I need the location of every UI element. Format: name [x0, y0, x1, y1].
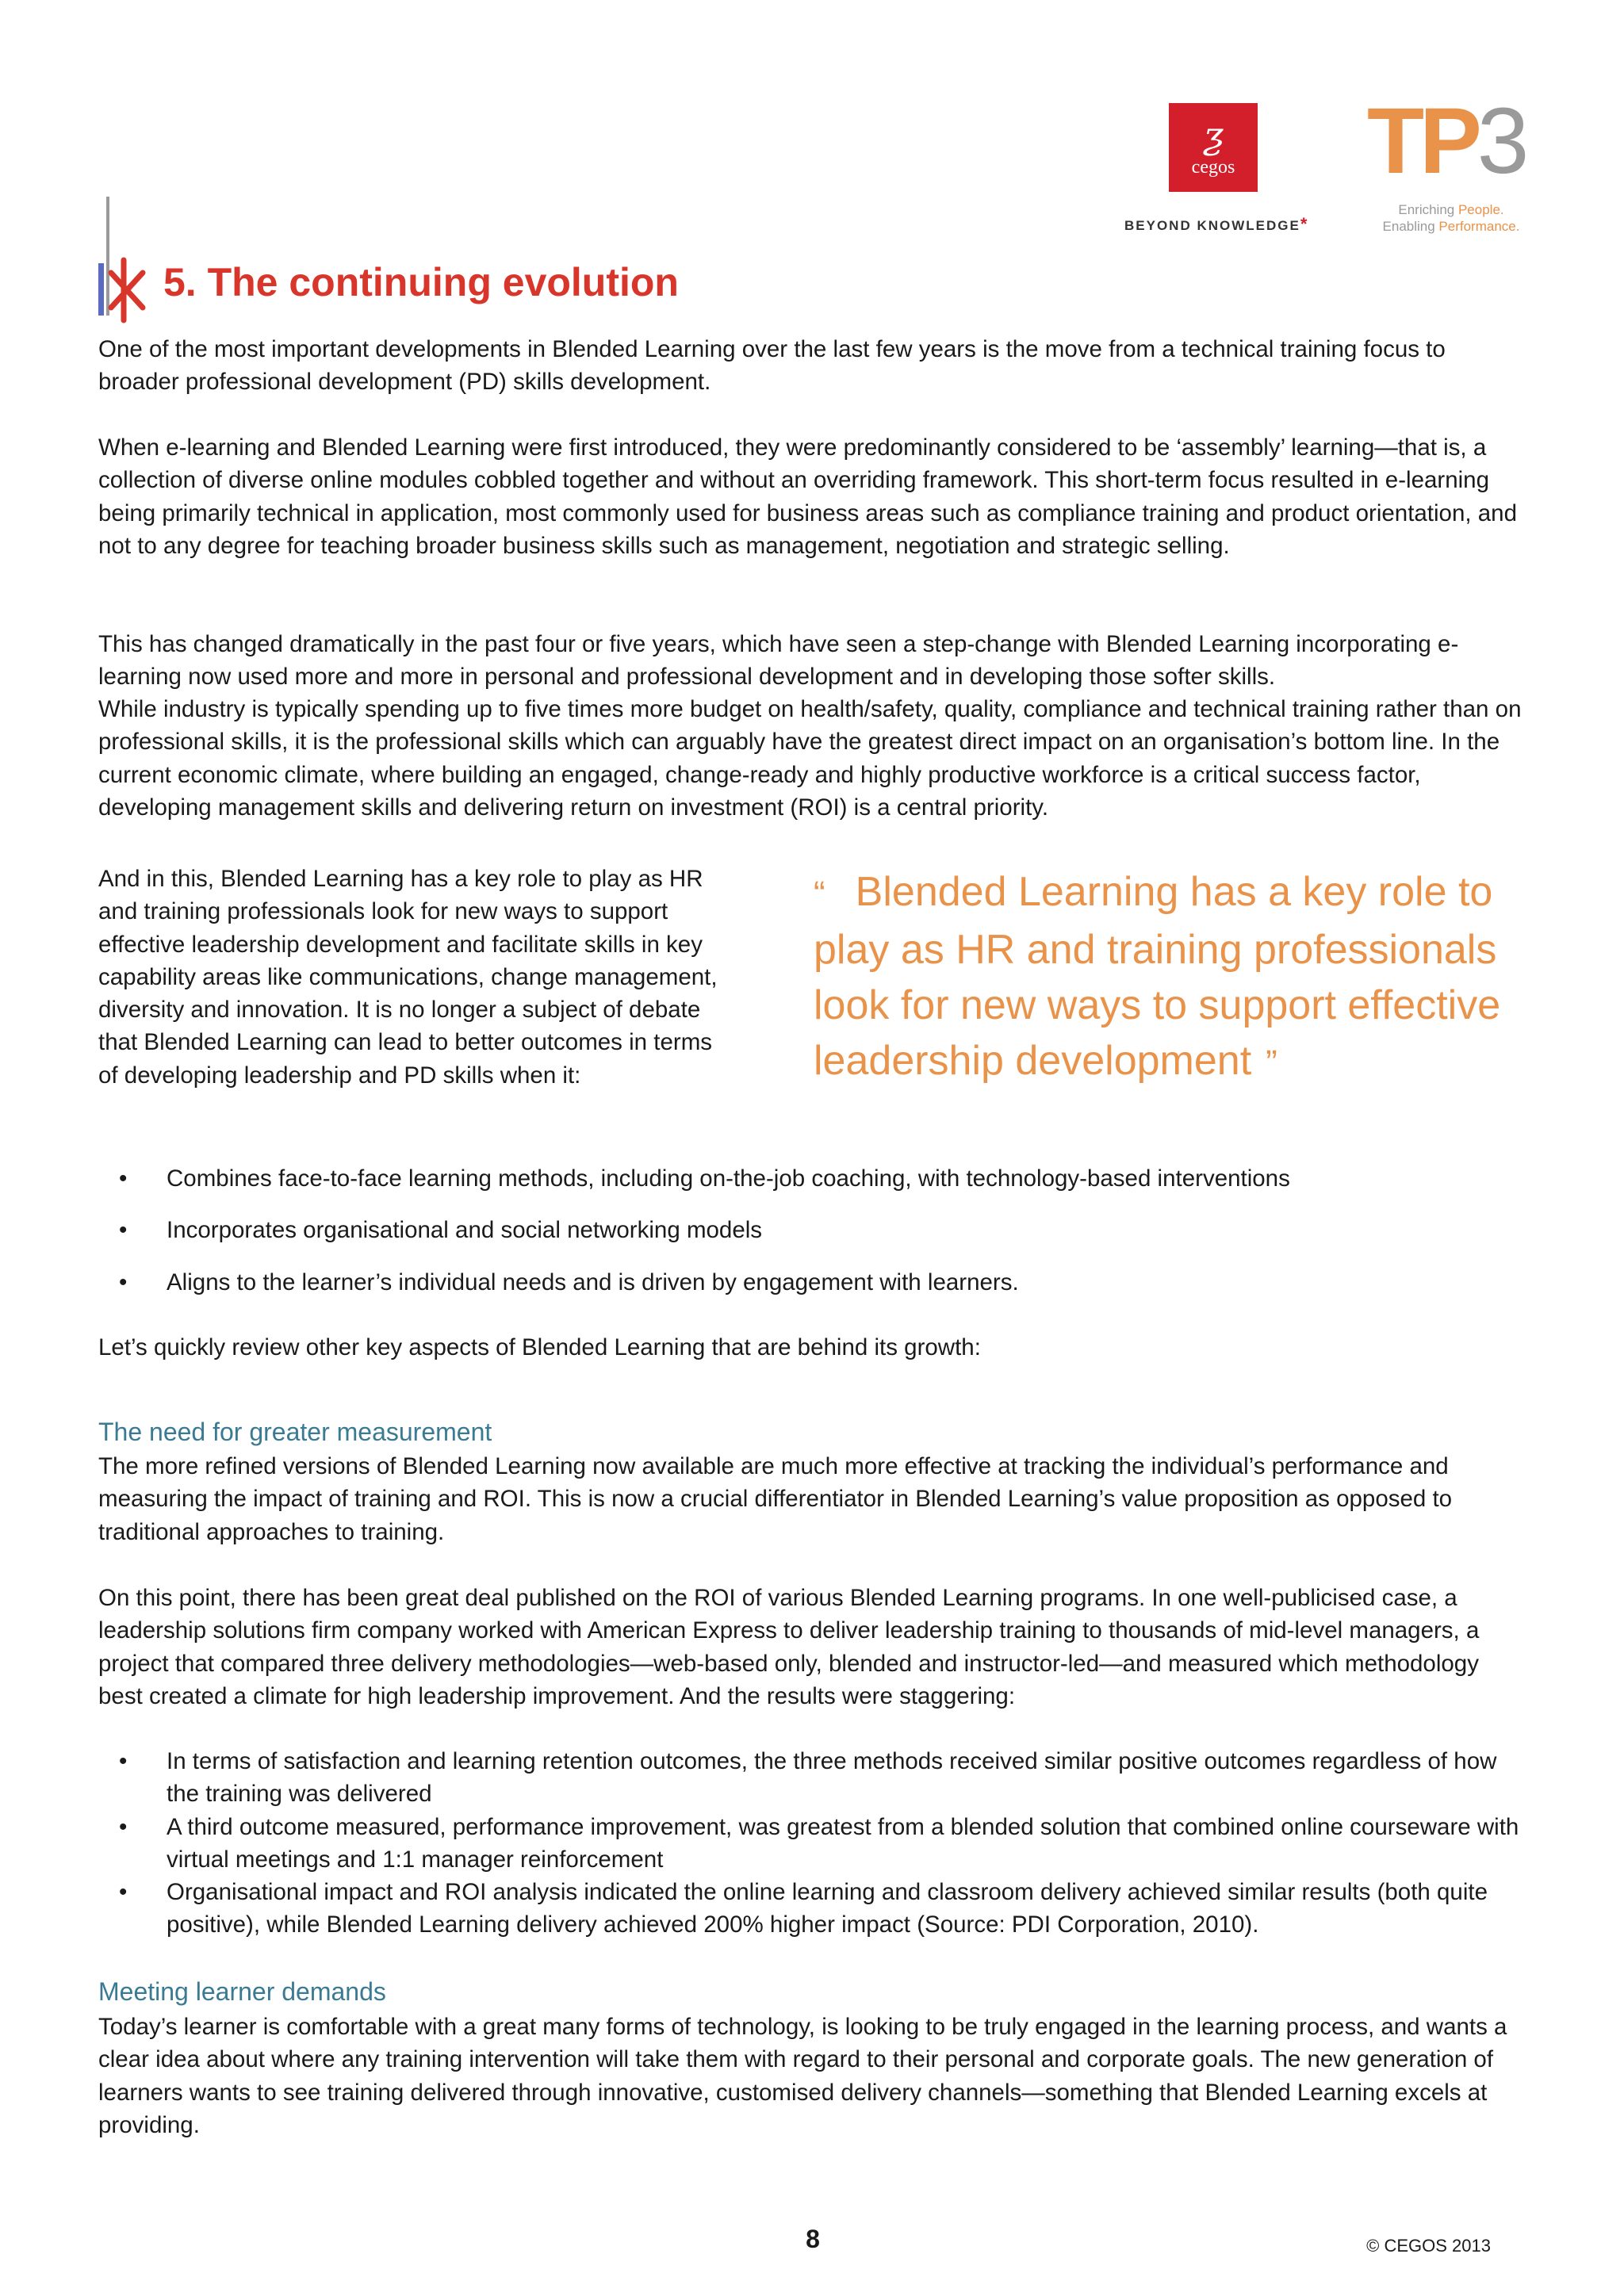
paragraph-demands: Today’s learner is comfortable with a great many forms of technology, is looking to be truly engaged in the learning process, and wants a clear idea about where any training intervention will take them with regard to their personal and corporate goals. The new generation of learners wants to see training delivered through innovative, customised delivery channels—something that Blended Learning excels at providing.: [98, 2014, 1507, 2138]
tp3-logo-letters: TP: [1367, 89, 1477, 193]
tp3-tagline: [1372, 201, 1530, 235]
bullet-list-when: [98, 1162, 1526, 1299]
tp3-tagline-1b: People.: [1457, 202, 1504, 217]
paragraph-changed-2: While industry is typically spending up to five times more budget on health/safety, quality, compliance and technical training rather than on professional skills, it is the professional skills which can arguably have the greatest direct impact on an organisation’s bottom line. In the current economic climate, where building an engaged, change-ready and highly productive workforce is a critical success factor, developing management skills and delivering return on investment (ROI) is a central priority.: [98, 696, 1522, 821]
tp3-tagline-2a: Enabling: [1382, 219, 1439, 234]
pull-quote-text: Blended Learning has a key role to play as HR and training professionals look for new ways to support effective leadership development: [814, 869, 1501, 1084]
list-item: • Incorporates organisational and social networking models: [98, 1214, 1526, 1246]
tp3-logo-number: 3: [1477, 89, 1525, 193]
pull-quote: [814, 864, 1527, 1091]
cegos-tagline: [1124, 214, 1315, 235]
tp3-logo: [1367, 89, 1525, 193]
heading-accent-icon: [97, 197, 152, 323]
tp3-tagline-1a: Enriching: [1398, 202, 1458, 217]
cegos-figure-icon: ƺ: [1203, 113, 1224, 156]
quote-open-mark: “: [814, 874, 825, 913]
list-item: • A third outcome measured, performance improvement, was greatest from a blended solution that combined online courseware with virtual meetings and 1:1 manager reinforcement: [98, 1811, 1526, 1877]
list-item: • Combines face-to-face learning methods, including on-the-job coaching, with technology-based interventions: [98, 1162, 1526, 1195]
cegos-logo: [1169, 103, 1258, 192]
paragraph-measurement-2: On this point, there has been great deal published on the ROI of various Blended Learning programs. In one well-publicised case, a leadership solutions firm company worked with American Express to deliver leadership training to thousands of mid-level managers, a project that compared three delivery methodologies—web-based only, blended and instructor-led—and measured which methodology best created a climate for high leadership improvement. And the results were staggering:: [98, 1585, 1480, 1709]
tp3-tagline-2b: Performance.: [1438, 219, 1520, 234]
paragraph-key-role: And in this, Blended Learning has a key role to play as HR and training professionals look for new ways to support effective leadership development and facilitate skills in key capability areas like communications, change management, diversity and innovation. It is no longer a subject of debate that Blended Learning can lead to better outcomes in terms of developing leadership and PD skills when it:: [98, 866, 718, 1089]
asterisk-icon: *: [1300, 214, 1309, 234]
paragraph-intro: One of the most important developments in Blended Learning over the last few years is the move from a technical training focus to broader professional development (PD) skills development.: [98, 336, 1446, 396]
paragraph-changed-1: This has changed dramatically in the past four or five years, which have seen a step-change with Blended Learning incorporating e-learning now used more and more in personal and professional development and in developing those softer skills.: [98, 631, 1459, 691]
list-item: • Organisational impact and ROI analysis indicated the online learning and classroom delivery achieved similar results (both quite positive), while Blended Learning delivery achieved 200% higher impact (Source: PDI Corporation, 2010).: [98, 1876, 1526, 1942]
quote-close-mark: ”: [1266, 1043, 1277, 1082]
page-number: 8: [806, 2225, 820, 2253]
bullet-list-results: [98, 1745, 1526, 1942]
list-item: • In terms of satisfaction and learning retention outcomes, the three methods received similar positive outcomes regardless of how the training was delivered: [98, 1745, 1526, 1811]
paragraph-assembly: When e-learning and Blended Learning were first introduced, they were predominantly considered to be ‘assembly’ learning—that is, a collection of diverse online modules cobbled together and without an overriding framework. This short-term focus resulted in e-learning being primarily technical in application, most commonly used for business areas such as compliance training and product orientation, and not to any degree for teaching broader business skills such as management, negotiation and strategic selling.: [98, 434, 1517, 559]
subhead-demands: Meeting learner demands: [98, 1977, 386, 2006]
section-title: 5. The continuing evolution: [163, 260, 679, 304]
paragraph-review: Let’s quickly review other key aspects of Blended Learning that are behind its growth:: [98, 1334, 981, 1360]
subhead-measurement: The need for greater measurement: [98, 1418, 492, 1446]
paragraph-measurement-1: The more refined versions of Blended Learning now available are much more effective at tracking the individual’s performance and measuring the impact of training and ROI. This is now a crucial differentiator in Blended Learning’s value proposition as opposed to traditional approaches to training.: [98, 1453, 1453, 1545]
list-item: • Aligns to the learner’s individual needs and is driven by engagement with learners.: [98, 1266, 1526, 1299]
cegos-logo-word: cegos: [1191, 157, 1235, 178]
cegos-tagline-text: BEYOND KNOWLEDGE: [1124, 218, 1300, 233]
copyright: © CEGOS 2013: [1366, 2236, 1491, 2256]
